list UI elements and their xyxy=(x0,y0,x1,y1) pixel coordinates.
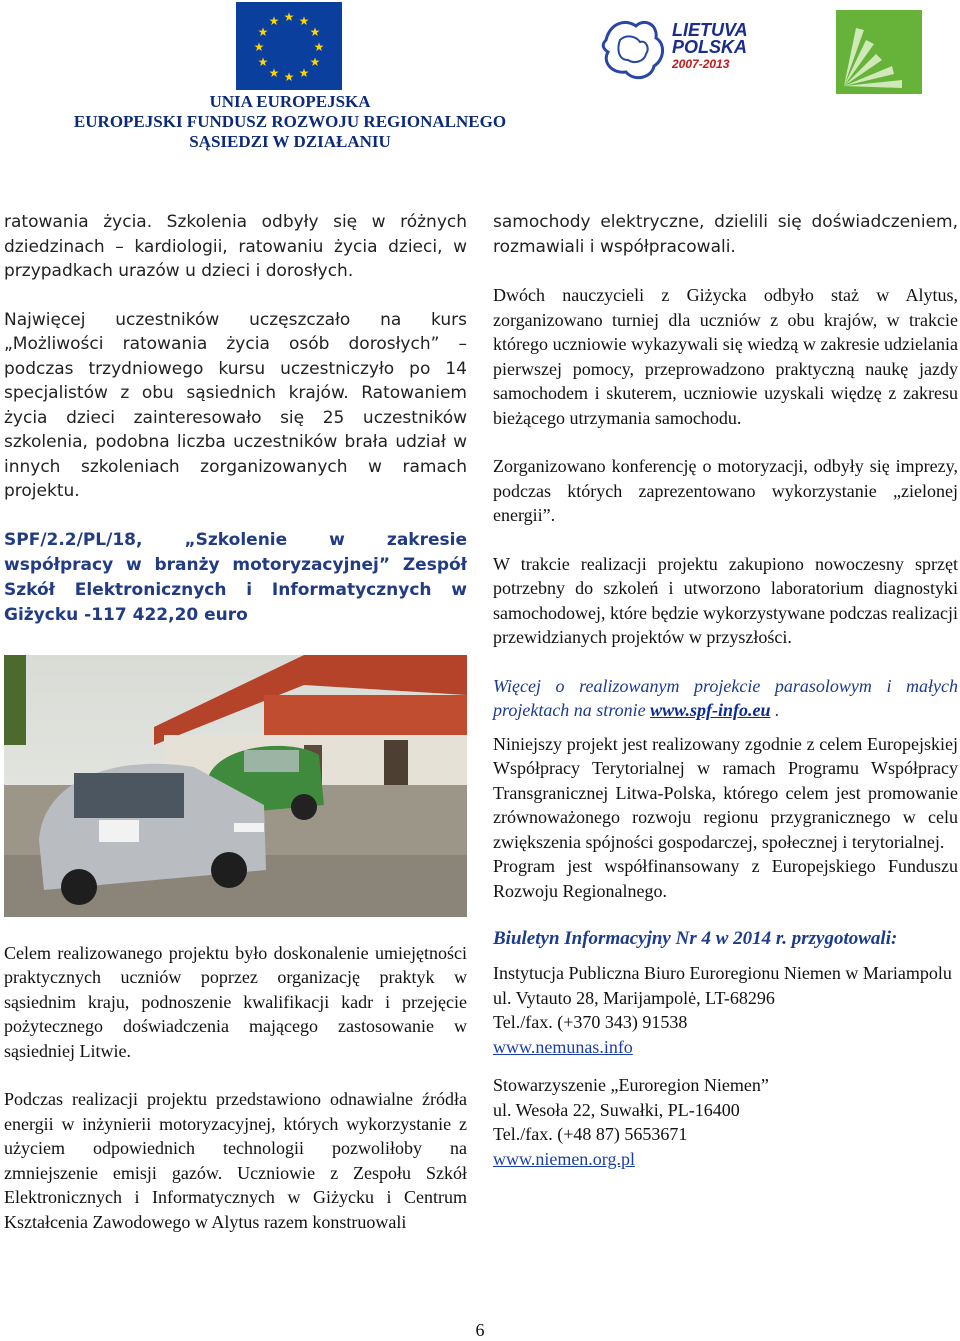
bulletin-heading: Biuletyn Informacyjny Nr 4 w 2014 r. przygotowali: xyxy=(493,928,898,949)
svg-text:★: ★ xyxy=(283,70,295,84)
eu-stars-icon xyxy=(236,2,342,90)
program-logo-line-1: LIETUVA xyxy=(672,20,748,40)
more-info-end: . xyxy=(770,699,780,720)
project-title: SPF/2.2/PL/18, „Szkolenie w zakresie współpracy w branży motoryzacyjnej” Zespół Szkół Elektronicznych i Informatycznych w Giżycku -117 422,20 euro xyxy=(4,529,467,625)
more-info-paragraph xyxy=(493,674,958,722)
svg-text:★: ★ xyxy=(309,55,321,69)
svg-text:★: ★ xyxy=(253,40,265,54)
sun-rays-icon xyxy=(836,10,922,94)
org1-website-link[interactable]: www.nemunas.info xyxy=(493,1036,633,1057)
left-paragraph-4: Podczas realizacji projektu przedstawiono odnawialne źródła energii w inżynierii motoryzacyjnej, których wykorzystanie z użyciem odpowiednich technologii pozwoliłoby na zmniejszenie emisji gazów. Uczniowie z Zespołu Szkół Elektronicznych i Informatycznych w Giżycku i Centrum Kształcenia Zawodowego w Alytus razem konstruowali xyxy=(4,1089,467,1232)
program-logo-text xyxy=(672,22,748,73)
svg-text:★: ★ xyxy=(268,66,280,80)
page-number: 6 xyxy=(475,1320,485,1340)
eu-heading-line-3: SĄSIEDZI W DZIAŁANIU xyxy=(189,132,391,151)
program-logo-line-3: 2007-2013 xyxy=(672,57,730,71)
right-column xyxy=(493,210,958,1171)
org1-address: ul. Vytauto 28, Marijampolė, LT-68296 xyxy=(493,987,775,1008)
more-info-text: Więcej o realizowanym projekcie parasolowym i małych projektach na stronie xyxy=(493,675,958,720)
euroregion-logo xyxy=(836,10,922,94)
right-paragraph-4: W trakcie realizacji projektu zakupiono nowoczesny sprzęt potrzebny do szkoleń i utworzono laboratorium diagnostyki samochodowej, które będzie wykorzystywane podczas realizacji przewidzianych projektów w przyszłości. xyxy=(493,553,958,647)
svg-text:★: ★ xyxy=(298,14,310,28)
svg-text:★: ★ xyxy=(298,66,310,80)
left-paragraph-1: ratowania życia. Szkolenia odbyły się w różnych dziedzinach – kardiologii, ratowaniu życia dzieci, w przypadkach urazów u dzieci i dorosłych. xyxy=(4,212,467,281)
left-column xyxy=(4,210,467,1234)
right-paragraph-3: Zorganizowano konferencję o motoryzacji, odbyły się imprezy, podczas których zaprezentowano wykorzystanie „zielonej energii”. xyxy=(493,456,958,525)
spf-info-link[interactable]: www.spf-info.eu xyxy=(650,699,771,720)
cars-photo xyxy=(4,655,467,917)
program-logo-line-2: POLSKA xyxy=(672,37,748,57)
right-paragraph-1: samochody elektryczne, dzielili się doświadczeniem, rozmawiali i współpracowali. xyxy=(493,212,958,257)
org1-phone: Tel./fax. (+370 343) 91538 xyxy=(493,1012,688,1032)
svg-text:★: ★ xyxy=(313,40,325,54)
left-paragraph-2: Najwięcej uczestników uczęszczało na kurs „Możliwości ratowania życia osób dorosłych” – podczas trzydniowego kursu uczestniczyło po 14 specjalistów z obu sąsiednich krajów. Ratowaniem życia dzieci zainteresowało się 25 uczestników szkolenia, podobna liczba uczestników brała udział w innych szkoleniach zorganizowanych w ramach projektu. xyxy=(4,309,467,501)
svg-text:★: ★ xyxy=(257,25,269,39)
right-paragraph-2: Dwóch nauczycieli z Giżycka odbyło staż w Alytus, zorganizowano turniej dla uczniów z obu krajów, w trakcie którego uczniowie wykazywali się wiedzą w zakresie udzielania pierwszej pomocy, przeprowadzono praktyczną naukę jazdy samochodem i skuterem, uczniowie uzyskali więdzę z zakresu bieżącego utrzymania samochodu. xyxy=(493,285,958,428)
svg-text:★: ★ xyxy=(283,10,295,24)
right-paragraph-5: Niniejszy projekt jest realizowany zgodnie z celem Europejskiej Współpracy Terytorialnej w ramach Programu Współpracy Transgranicznej Litwa-Polska, którego celem jest promowanie zrównoważonego rozwoju regionu przygranicznego w celu zwiększenia spójności gospodarczej, społecznej i terytorialnej. xyxy=(493,733,958,852)
eu-flag-logo xyxy=(236,2,342,90)
org2-website-link[interactable]: www.niemen.org.pl xyxy=(493,1148,635,1169)
svg-text:★: ★ xyxy=(309,25,321,39)
org2-name: Stowarzyszenie „Euroregion Niemen” xyxy=(493,1075,769,1095)
svg-text:★: ★ xyxy=(257,55,269,69)
svg-text:★: ★ xyxy=(268,14,280,28)
eu-heading-line-2: EUROPEJSKI FUNDUSZ ROZWOJU REGIONALNEGO xyxy=(73,112,507,131)
left-paragraph-3: Celem realizowanego projektu było doskonalenie umiejętności praktycznych uczniów poprzez organizację praktyk w sąsiednim kraju, podnoszenie kwalifikacji kadr i przejęcie pożytecznego doświadczenia mającego zastosowanie w sąsiedniej Litwie. xyxy=(4,942,467,1061)
eu-heading xyxy=(0,92,580,152)
org2-phone: Tel./fax. (+48 87) 5653671 xyxy=(493,1124,688,1144)
right-paragraph-6: Program jest współfinansowany z Europejskiego Funduszu Rozwoju Regionalnego. xyxy=(493,856,958,901)
eu-heading-line-1: UNIA EUROPEJSKA xyxy=(209,92,371,111)
org1-name: Instytucja Publiczna Biuro Euroregionu Niemen w Mariampolu xyxy=(493,963,952,983)
org2-address: ul. Wesoła 22, Suwałki, PL-16400 xyxy=(493,1099,740,1120)
